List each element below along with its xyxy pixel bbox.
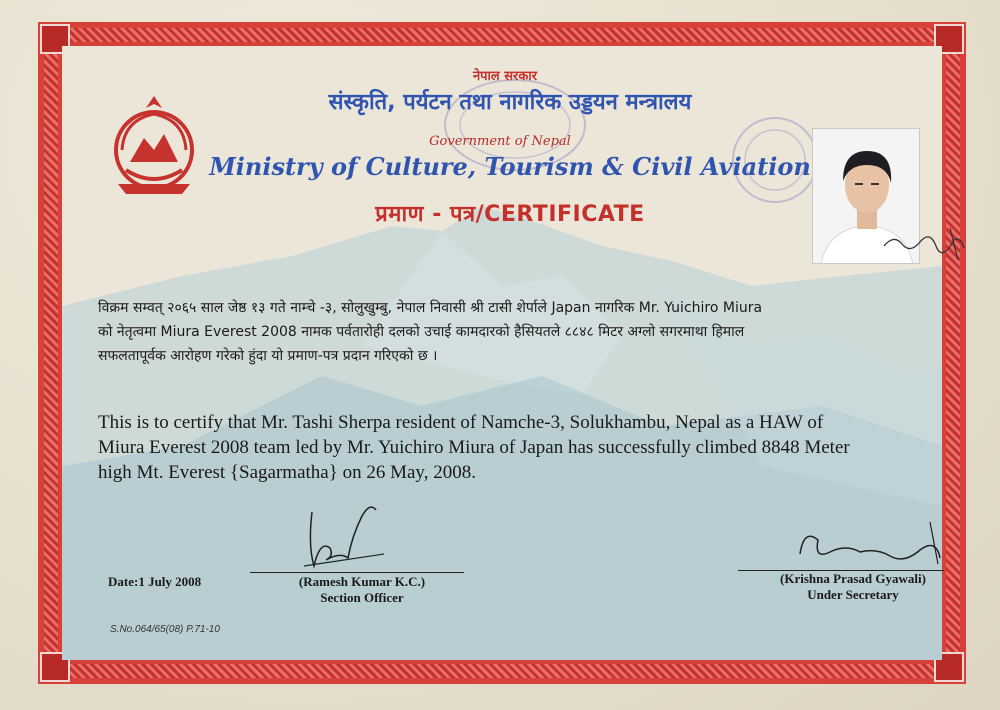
- section-officer-name: (Ramesh Kumar K.C.): [298, 574, 426, 589]
- issue-date: Date:1 July 2008: [108, 574, 202, 589]
- english-line: This is to certify that Mr. Tashi Sherpa resident of Namche-3, Solukhambu, Nepal as a HAW of: [98, 412, 824, 433]
- english-line: high Mt. Everest {Sagarmatha} on 26 May, 2008.: [98, 462, 476, 483]
- certificate-title: प्रमाण - पत्र/CERTIFICATE: [375, 202, 645, 227]
- signature-line-left: [250, 572, 464, 573]
- nepal-emblem-icon: [104, 92, 204, 202]
- nepali-line: विक्रम सम्वत् २०६५ साल जेष्ठ १३ गते नाम्चे -३, सोलुखुम्बु, नेपाल निवासी श्री टासी शेर्पाले Japan नागरिक Mr. Yuichiro Miura: [98, 300, 763, 316]
- nepali-line: सफलतापूर्वक आरोहण गरेको हुंदा यो प्रमाण-पत्र प्रदान गरिएको छ ।: [98, 348, 438, 364]
- english-statement: [98, 410, 924, 485]
- under-secretary-title: Under Secretary: [807, 587, 899, 602]
- serial-number: S.No.064/65(08) P.71-10: [110, 624, 220, 635]
- under-secretary-name: (Krishna Prasad Gyawali): [780, 571, 926, 586]
- english-line: Miura Everest 2008 team led by Mr. Yuichiro Miura of Japan has successfully climbed 8848 Meter: [98, 437, 850, 458]
- government-english: Government of Nepal: [429, 134, 571, 149]
- government-nepali: नेपाल सरकार: [472, 69, 538, 84]
- under-secretary-signature: [790, 518, 950, 578]
- nepali-line: को नेतृत्वमा Miura Everest 2008 नामक पर्वतारोही दलको उचाई कामदारको हैसियतले ८८४८ मिटर अग्लो सगरमाथा हिमाल: [98, 324, 745, 340]
- section-officer-title: Section Officer: [320, 590, 404, 605]
- ministry-nepali: संस्कृति, पर्यटन तथा नागरिक उड्डयन मन्त्रालय: [328, 90, 692, 115]
- photo-signature: [880, 220, 976, 270]
- section-officer-signature: [300, 496, 390, 576]
- nepali-statement: [98, 296, 924, 368]
- ministry-english: Ministry of Culture, Tourism & Civil Aviation: [209, 152, 811, 181]
